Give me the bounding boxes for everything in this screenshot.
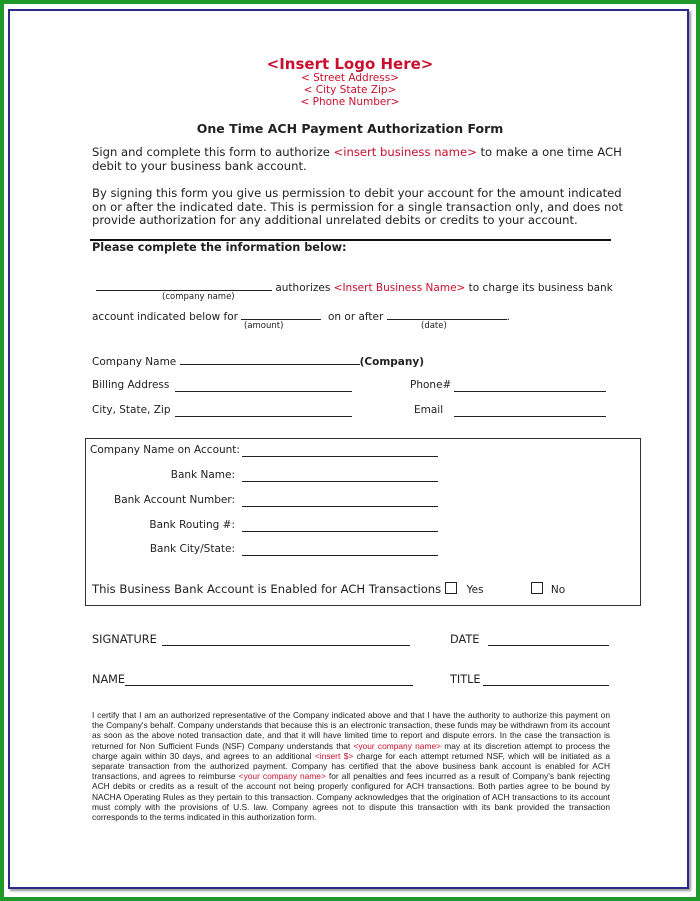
ach-enabled-label: This Business Bank Account is Enabled for ACH Transactions [92,582,442,596]
fine-print-text: for all penalties and fees incurred as a result of Company's bank rejecting ACH debits or credits as a result of the account not being properly configured for ACH transactions. Both parties agree to be bound by NACHA Operating Rules as they pertain to this transaction. Company acknowledges that the origination of ACH transactions to its account must comply with the provisions of U.S. law. Company agrees not to dispute this transaction with its bank provided the transaction corresponds to the terms indicated in this authorization form. [92,771,610,823]
city-state-zip-field[interactable] [175,406,352,417]
company-name-placeholder: <your company name> [238,771,326,782]
signature-label: SIGNATURE [92,633,157,646]
intro-text: to make a one time ACH [476,145,622,159]
city-state-zip: < City State Zip> [303,84,397,96]
bank-account-number-label: Bank Account Number: [114,494,235,506]
company-name-row [92,354,424,368]
authorizes-text: authorizes [275,282,334,294]
company-name-input[interactable] [96,280,272,291]
bank-routing-label: Bank Routing #: [149,519,235,531]
intro-line-2: debit to your business bank account. [92,159,307,173]
company-name-label: Company Name [92,356,177,368]
company-name-on-account-field[interactable] [242,446,438,457]
no-label: No [550,584,566,596]
intro-line-1 [92,146,622,160]
company-suffix: (Company) [359,356,425,368]
bank-routing-field[interactable] [242,521,438,532]
name-field[interactable] [125,675,413,686]
date-caption: (date) [421,321,447,331]
fine-print-text: charge for each attempt returned NSF, which will be initiated as a separate transaction from the authorized payment. Company has certified that the above business bank account is enabled for ACH transactions, and agrees to reimburse [92,750,610,782]
title-label: TITLE [450,673,481,686]
company-name-caption: (company name) [162,292,235,302]
business-name-placeholder: <Insert Business Name> [333,282,466,294]
amount-placeholder: <insert $> [314,750,354,761]
city-state-zip-label: City, State, Zip [92,404,171,416]
fine-print-text: may at its discretion attempt to process the charge again within 30 days, and agrees to an additional [92,740,610,761]
account-text: account indicated below for [92,311,238,323]
yes-checkbox[interactable] [445,582,457,594]
no-checkbox[interactable] [531,582,543,594]
company-name-placeholder: <your company name> [353,740,441,751]
amount-caption: (amount) [244,321,284,331]
bank-name-field[interactable] [242,471,438,482]
bank-account-number-field[interactable] [242,496,438,507]
amount-row [92,309,510,323]
form-title: One Time ACH Payment Authorization Form [196,121,504,136]
company-name-field[interactable] [180,354,360,365]
charge-text: to charge its business bank [465,282,613,294]
signature-date-field[interactable] [488,635,609,646]
phone-label: Phone# [410,379,452,391]
fine-print-text: I certify that I am an authorized representative of the Company indicated above and that I have the authority to authorize this payment on the Company's behalf. Company understands that because this is an electronic transaction, these funds may be withdrawn from its account as soon as the above noted transaction date, and that it will have limited time to report and dispute errors. In the case the transaction is returned for Non Sufficient Funds (NSF) Company understands that [92,710,610,751]
email-label: Email [414,404,444,416]
street-address: < Street Address> [301,72,399,84]
title-field[interactable] [483,675,609,686]
phone-number: < Phone Number> [300,96,400,108]
ach-enabled-row [92,582,565,596]
bank-city-state-label: Bank City/State: [149,543,235,555]
certification-fine-print [92,710,610,822]
logo-placeholder: <Insert Logo Here> [266,55,434,73]
billing-address-label: Billing Address [92,379,170,391]
date-input[interactable] [387,309,507,320]
bank-city-state-field[interactable] [242,545,438,556]
on-or-after-text: on or after [327,311,384,323]
name-label: NAME [92,673,126,686]
yes-label: Yes [466,584,484,596]
permission-line-2: on or after the indicated date. This is permission for a single transaction only, and does not [92,200,623,214]
email-field[interactable] [454,406,606,417]
company-name-on-account-label: Company Name on Account: [90,444,240,456]
amount-input[interactable] [241,309,321,320]
bank-name-label: Bank Name: [170,469,235,481]
billing-address-field[interactable] [175,381,352,392]
date-label: DATE [450,633,480,646]
phone-field[interactable] [454,381,606,392]
intro-text: Sign and complete this form to authorize [92,145,334,159]
signature-field[interactable] [162,635,410,646]
business-name-placeholder: <insert business name> [333,145,477,159]
permission-line-1: By signing this form you give us permission to debit your account for the amount indicated [92,186,622,200]
permission-line-3: provide authorization for any additional unrelated debits or credits to your account. [92,213,578,227]
section-heading: Please complete the information below: [92,241,347,254]
period: . [506,311,511,323]
